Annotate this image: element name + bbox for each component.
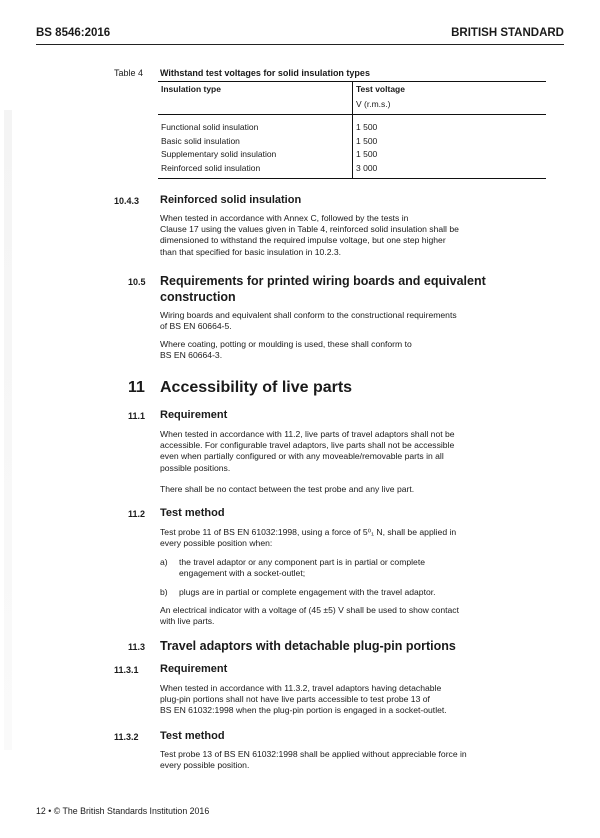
- clause-title: Test method: [160, 730, 225, 742]
- publisher-label: BRITISH STANDARD: [451, 27, 564, 39]
- header-rule: [36, 44, 564, 45]
- table-body: [158, 115, 546, 178]
- clause-title: Requirement: [160, 409, 228, 421]
- col-header-type: Insulation type: [161, 84, 221, 94]
- clause-paragraph: When tested in accordance with Annex C, followed by the tests in Clause 17 using the values given in Table 4, reinforced solid insulation shall be dimensioned to withstand the required impulse voltage, but one step higher than that specified for basic insulation in 10.2.3.: [160, 213, 459, 257]
- clause-paragraph: There shall be no contact between the test probe and any live part.: [160, 484, 415, 494]
- cell-voltage: 1 500: [356, 122, 378, 132]
- clause-paragraph: Where coating, potting or moulding is used, these shall conform to BS EN 60664-3.: [160, 339, 412, 361]
- table-row: [158, 121, 546, 135]
- clause-number: 10.4.3: [114, 196, 140, 206]
- table-row: [158, 162, 546, 176]
- clause-number: 10.5: [128, 277, 146, 287]
- table-label: Table 4: [114, 68, 144, 78]
- section-number: 11: [128, 379, 145, 396]
- cell-voltage: 1 500: [356, 135, 378, 146]
- clause-paragraph: Wiring boards and equivalent shall conform to the constructional requirements of BS EN 60664-5.: [160, 310, 457, 332]
- cell-voltage: 1 500: [356, 149, 378, 159]
- cell-type: Supplementary solid insulation: [161, 149, 277, 159]
- clause-number: 11.1: [128, 411, 146, 421]
- table-header-row: [158, 82, 546, 96]
- clause-title: Travel adaptors with detachable plug-pin portions: [160, 639, 456, 653]
- section-title: Accessibility of live parts: [160, 379, 353, 396]
- cell-voltage: 3 000: [356, 162, 378, 173]
- voltage-table: [158, 81, 546, 179]
- col-header-voltage: Test voltage: [356, 84, 405, 94]
- clause-title: Requirements for printed wiring boards and equivalent construction: [160, 274, 486, 304]
- table-row: [158, 148, 546, 162]
- standard-number: BS 8546:2016: [36, 27, 111, 39]
- cell-type: Basic solid insulation: [161, 135, 240, 146]
- clause-paragraph: An electrical indicator with a voltage of (45 ±5) V shall be used to show contact with live parts.: [160, 605, 459, 627]
- table-row: [158, 135, 546, 149]
- cell-type: Functional solid insulation: [161, 122, 259, 132]
- table-unit-row: [158, 96, 546, 114]
- col-unit: V (r.m.s.): [356, 99, 391, 109]
- clause-paragraph: Test probe 13 of BS EN 61032:1998 shall be applied without appreciable force in every possible position.: [160, 749, 467, 771]
- list-item: b) plugs are in partial or complete engagement with the travel adaptor.: [160, 587, 436, 597]
- clause-number: 11.2: [128, 509, 146, 519]
- table-head: [158, 82, 546, 114]
- clause-paragraph: When tested in accordance with 11.2, live parts of travel adaptors shall not be accessible. For configurable travel adaptors, live parts shall not be accessible even when partially configured or with any moveable/removable parts in all possible positions.: [160, 429, 455, 473]
- clause-number: 11.3.1: [114, 665, 139, 675]
- clause-number: 11.3.2: [114, 732, 139, 742]
- clause-title: Reinforced solid insulation: [160, 194, 302, 206]
- table-title: Withstand test voltages for solid insulation types: [160, 68, 370, 78]
- page-edge-shadow: [4, 110, 12, 750]
- page-footer: 12 • © The British Standards Institution 2016: [36, 806, 210, 816]
- clause-paragraph: When tested in accordance with 11.3.2, travel adaptors having detachable plug-pin portions shall not have live parts accessible to test probe 13 of BS EN 61032:1998 when the plug-pin portion is engaged in a socket-outlet.: [160, 683, 447, 716]
- clause-number: 11.3: [128, 642, 146, 652]
- clause-title: Test method: [160, 507, 225, 519]
- clause-paragraph: Test probe 11 of BS EN 61032:1998, using a force of 5⁰₁ N, shall be applied in every possible position when:: [160, 527, 457, 549]
- list-item: a) the travel adaptor or any component part is in partial or complete engagement with a socket-outlet;: [160, 557, 426, 579]
- cell-type: Reinforced solid insulation: [161, 162, 261, 173]
- table-bottom-rule: [158, 178, 546, 179]
- running-header: [36, 27, 564, 43]
- clause-title: Requirement: [160, 663, 228, 675]
